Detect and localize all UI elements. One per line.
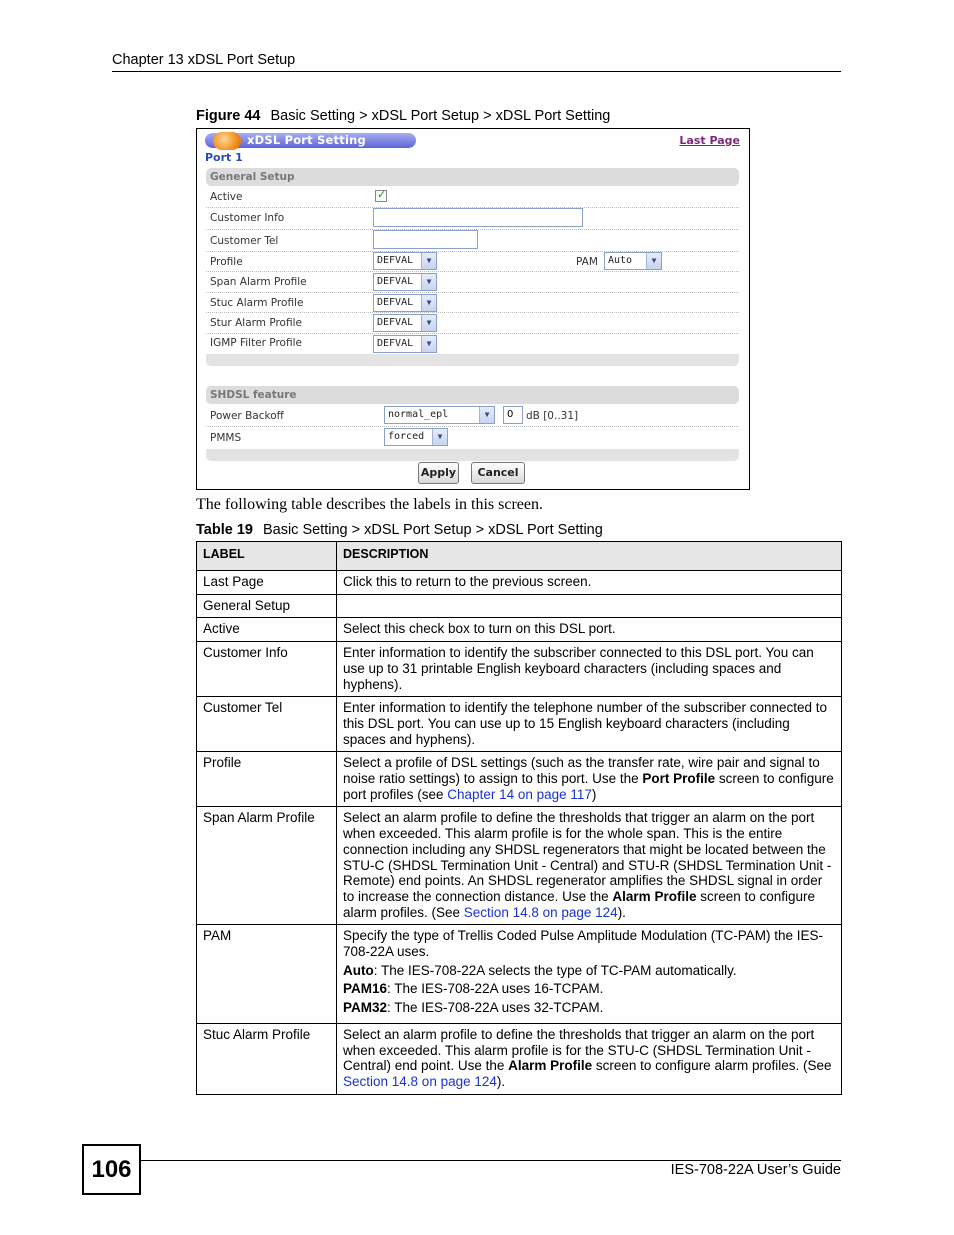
chevron-down-icon: ▼ [421, 274, 436, 290]
desc-bold: Alarm Profile [508, 1058, 593, 1074]
guide-title: IES-708-22A User’s Guide [670, 1162, 841, 1178]
row-label: Last Page [197, 571, 337, 595]
xdsl-port-setting-screenshot [196, 128, 750, 490]
table-row [197, 571, 842, 595]
table-title: Basic Setting > xDSL Port Setup > xDSL Port Setting [262, 522, 603, 538]
igmp-filter-label: IGMP Filter Profile [210, 337, 302, 349]
db-range-label: dB [0..31] [526, 410, 579, 422]
profile-value: DEFVAL [377, 255, 414, 266]
desc-text: ) [591, 786, 597, 802]
desc-text: Select a profile of DSL settings (such as the transfer rate, wire pair and signal to noise ratio settings) to assign to this port. Use the [343, 755, 820, 787]
desc-text: : The IES-708-22A selects the type of TC-PAM automatically. [373, 962, 737, 978]
table-row [197, 594, 842, 618]
igmp-filter-value: DEFVAL [377, 338, 414, 349]
screen-title: xDSL Port Setting [247, 133, 366, 147]
row-label: Stuc Alarm Profile [197, 1023, 337, 1094]
row-label: General Setup [197, 594, 337, 618]
table-row [197, 925, 842, 1024]
figure-label: Figure 44 [196, 108, 261, 124]
desc-text: screen to configure alarm profiles. (See [343, 888, 816, 920]
desc-text: screen to configure port profiles (see [343, 771, 834, 802]
stur-alarm-select[interactable] [373, 314, 437, 332]
row-igmp-filter [206, 334, 739, 354]
cancel-button[interactable]: Cancel [471, 462, 525, 484]
desc-text: Select an alarm profile to define the thresholds that trigger an alarm on the port when exceeded. This alarm profile is for the STU-C (SHDSL Termination Unit - Central) end point. Use the [343, 1026, 815, 1074]
shdsl-feature-header: SHDSL feature [206, 386, 739, 404]
desc-bold: PAM32 [343, 1000, 388, 1016]
row-label: PAM [197, 925, 337, 1024]
row-label: Profile [197, 752, 337, 807]
span-alarm-label: Span Alarm Profile [210, 276, 307, 288]
row-description [337, 925, 842, 1024]
chapter-link[interactable]: Chapter 14 on page 117 [447, 786, 592, 802]
row-description [337, 594, 842, 618]
pam-16 [343, 981, 835, 997]
profile-select[interactable] [373, 252, 437, 270]
general-setup-footer [206, 354, 739, 366]
active-checkbox[interactable] [375, 190, 387, 202]
row-description: Enter information to identify the subscriber connected to this DSL port. You can use up to 31 printable English keyboard characters (including spaces and hyphens). [337, 642, 842, 697]
chevron-down-icon: ▼ [421, 315, 436, 331]
customer-info-label: Customer Info [210, 212, 285, 224]
pam-value: Auto [608, 255, 633, 266]
header-rule [112, 71, 841, 72]
row-description: Click this to return to the previous screen. [337, 571, 842, 595]
profile-label: Profile [210, 256, 243, 268]
general-setup-header: General Setup [206, 168, 739, 186]
pam-label: PAM [576, 256, 598, 268]
chevron-down-icon: ▼ [479, 407, 494, 423]
row-label: Active [197, 618, 337, 642]
table-label: Table 19 [196, 522, 253, 538]
table-row [197, 1023, 842, 1094]
row-profile [206, 252, 739, 272]
pmms-value: forced [388, 431, 425, 442]
table-row [197, 807, 842, 925]
label-column-header: LABEL [197, 542, 337, 571]
footer-rule [140, 1160, 841, 1161]
row-label: Span Alarm Profile [197, 807, 337, 925]
power-backoff-db-input[interactable]: 0 [503, 406, 523, 424]
row-stur-alarm [206, 313, 739, 334]
table-header-row [197, 542, 842, 571]
table-row [197, 618, 842, 642]
active-label: Active [210, 191, 243, 203]
row-label: Customer Tel [197, 697, 337, 752]
page-number: 106 [82, 1144, 141, 1195]
port-label: Port 1 [205, 151, 243, 164]
desc-bold: Auto [343, 962, 374, 978]
chapter-header: Chapter 13 xDSL Port Setup [112, 52, 296, 68]
last-page-link[interactable]: Last Page [679, 134, 740, 147]
igmp-filter-select[interactable] [373, 335, 437, 353]
shdsl-feature-footer [206, 449, 739, 461]
desc-text: screen to configure alarm profiles. (See [592, 1058, 832, 1074]
stuc-alarm-select[interactable] [373, 294, 437, 312]
figure-title: Basic Setting > xDSL Port Setup > xDSL Port Setting [270, 108, 611, 124]
pmms-label: PMMS [210, 432, 242, 444]
power-backoff-label: Power Backoff [210, 410, 284, 422]
row-pmms [206, 427, 739, 449]
description-column-header: DESCRIPTION [337, 542, 842, 571]
row-description [337, 752, 842, 807]
desc-text: ). [617, 904, 626, 920]
desc-text: Select an alarm profile to define the thresholds that trigger an alarm on the port when exceeded. This alarm profile is for the whole span. This is the entire connection including any SHDSL regenerators that might be located between the STU-C (SHDSL Termination Unit - Central) and STU-R (SHDSL Termination Unit - Remote) end points. An SHDSL regenerator amplifies the SHDSL signal in order to increase the connection distance. Use the [343, 810, 832, 904]
stur-alarm-label: Stur Alarm Profile [210, 317, 302, 329]
stur-alarm-value: DEFVAL [377, 317, 414, 328]
table-row [197, 642, 842, 697]
table-row [197, 752, 842, 807]
chevron-down-icon: ▼ [646, 253, 661, 269]
pmms-select[interactable] [384, 428, 448, 446]
row-stuc-alarm [206, 293, 739, 313]
chevron-down-icon: ▼ [421, 295, 436, 311]
chevron-down-icon: ▼ [421, 336, 436, 352]
pam-auto [343, 963, 835, 979]
row-span-alarm [206, 272, 739, 293]
title-orb-icon [213, 132, 241, 150]
customer-tel-input[interactable] [373, 230, 478, 249]
power-backoff-select[interactable] [384, 406, 495, 424]
row-description [337, 807, 842, 925]
pam-intro: Specify the type of Trellis Coded Pulse Amplitude Modulation (TC-PAM) the IES-708-22A uses. [343, 928, 823, 960]
span-alarm-select[interactable] [373, 273, 437, 291]
stuc-alarm-value: DEFVAL [377, 297, 414, 308]
desc-text: : The IES-708-22A uses 16-TCPAM. [387, 981, 604, 997]
row-description [337, 1023, 842, 1094]
row-label: Customer Info [197, 642, 337, 697]
chevron-down-icon: ▼ [421, 253, 436, 269]
customer-info-input[interactable] [373, 208, 583, 227]
power-backoff-value: normal_epl [388, 409, 449, 420]
desc-bold: Alarm Profile [612, 888, 697, 904]
table-row [197, 697, 842, 752]
apply-button[interactable]: Apply [418, 462, 459, 484]
figure-caption [196, 108, 610, 124]
chevron-down-icon: ▼ [432, 429, 447, 445]
row-customer-tel [206, 230, 739, 252]
stuc-alarm-label: Stuc Alarm Profile [210, 297, 304, 309]
row-description: Enter information to identify the telephone number of the subscriber connected to this DSL port. You can use up to 15 English keyboard characters (including spaces and hyphens). [337, 697, 842, 752]
desc-text: ). [496, 1073, 506, 1089]
description-table [196, 541, 842, 1095]
section-link[interactable]: Section 14.8 on page 124 [343, 1073, 497, 1089]
pam-32 [343, 1000, 835, 1016]
desc-bold: PAM16 [343, 981, 388, 997]
section-link[interactable]: Section 14.8 on page 124 [463, 904, 618, 920]
row-power-backoff [206, 405, 739, 427]
desc-bold: Port Profile [642, 771, 716, 787]
desc-text: : The IES-708-22A uses 32-TCPAM. [387, 1000, 604, 1016]
row-description: Select this check box to turn on this DSL port. [337, 618, 842, 642]
span-alarm-value: DEFVAL [377, 276, 414, 287]
row-customer-info [206, 208, 739, 230]
table-caption [196, 522, 603, 538]
customer-tel-label: Customer Tel [210, 235, 279, 247]
pam-select[interactable] [604, 252, 662, 270]
intro-paragraph: The following table describes the labels in this screen. [196, 496, 544, 513]
row-active [206, 187, 739, 208]
